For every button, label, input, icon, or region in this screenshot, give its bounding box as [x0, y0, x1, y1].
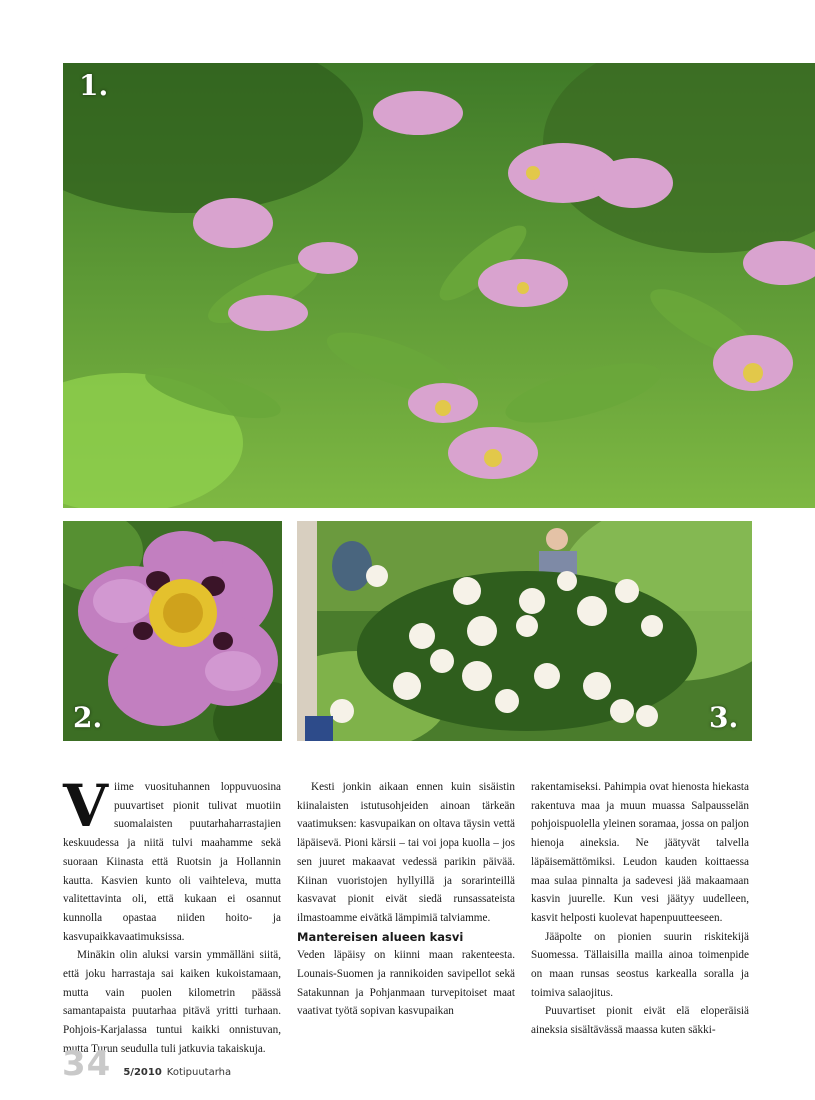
issue-number: 5/2010 [123, 1067, 162, 1078]
photo-1-number: 1. [79, 69, 109, 102]
photo-2-number: 2. [73, 701, 103, 734]
body-paragraph: Jääpolte on pionien suurin riskitekijä Suomessa. Tällaisilla mailla ainoa toimenpide on maan runsas seostus karkealla soralla ja toimiva salaojitus. [531, 930, 749, 999]
body-paragraph: Minäkin olin aluksi varsin ymmälläni siitä, että joku harrastaja sai kaiken kukoistamaan, mutta vain puolen kilometrin päässä samantapaista puutarhaa pitävä yritti turhaan. Pohjois-Karjalassa tuntui kaikki onnistuvan, mutta Turun seudulla tuli jatkuvia takaiskuja. [63, 949, 281, 1055]
intro-paragraph [63, 772, 281, 946]
page-footer [62, 1044, 231, 1084]
body-paragraph: rakentamiseksi. Pahimpia ovat hienosta hiekasta rakentuva maa ja muun muassa Salpausselän pohjoispuolella yleinen soramaa, jossa on paljon hienoja aineksia. Ne jäätyvät talvella läpäisemättömiksi. Leudon kauden koittaessa maa sulaa pinnalta ja sadevesi jää makaamaan kasvin juurelle. Kun vesi jäätyy uudelleen, kasvit helposti kuolevat hapenpuutteeseen. [531, 781, 749, 924]
article-column-3 [531, 778, 749, 1040]
photo-1-pink-peonies [63, 63, 815, 508]
section-subheading: Mantereisen alueen kasvi [297, 929, 464, 944]
intro-text: iime vuosituhannen loppuvuosina puuvartiset pionit tulivat muotiin suomalaisten puutarhaharrastajien keskuudessa ja niitä tulvi maahamme sekä suoraan Kiinasta että Ruotsin ja Hollannin kautta. Kasvien kunto oli vaihteleva, mutta valitettavinta oli, että kukaan ei osannut kunnolla opastaa niiden hoito- ja kasvupaikkavaatimuksissa. [63, 781, 281, 943]
article-column-2 [297, 778, 515, 1021]
body-paragraph: Puuvartiset pionit eivät elä eloperäisiä aineksia sisältävässä maassa kuten säkki- [531, 1005, 749, 1037]
body-paragraph: Veden läpäisy on kiinni maan rakenteesta. Lounais-Suomen ja rannikoiden savipellot sekä Satakunnan ja Pohjanmaan turvepitoiset maat vaativat työtä sopivan kasvupaikan [297, 949, 515, 1018]
photo-3-number: 3. [709, 701, 739, 734]
dropcap-letter: V [63, 772, 109, 840]
photo-3-white-peony-bush [297, 521, 752, 741]
photo-2-peony-closeup [63, 521, 282, 741]
page-number: 34 [62, 1044, 112, 1084]
article-column-1 [63, 772, 281, 1059]
magazine-name: Kotipuutarha [166, 1067, 232, 1078]
body-paragraph: Kesti jonkin aikaan ennen kuin sisäistin kiinalaisten istutusohjeiden ainoan tärkeän vaatimuksen: kasvupaikan on oltava täysin vettä läpäisevä. Pioni kärsii – tai voi jopa kuolla – jos sen juuret makaavat vedessä parikin päivää. Kiinan vuoristojen hyllyillä ja sorarinteillä kasvavat pionit eivät siedä runsassateista ilmastoamme eivätkä lämpimiä talviamme. [297, 781, 515, 924]
